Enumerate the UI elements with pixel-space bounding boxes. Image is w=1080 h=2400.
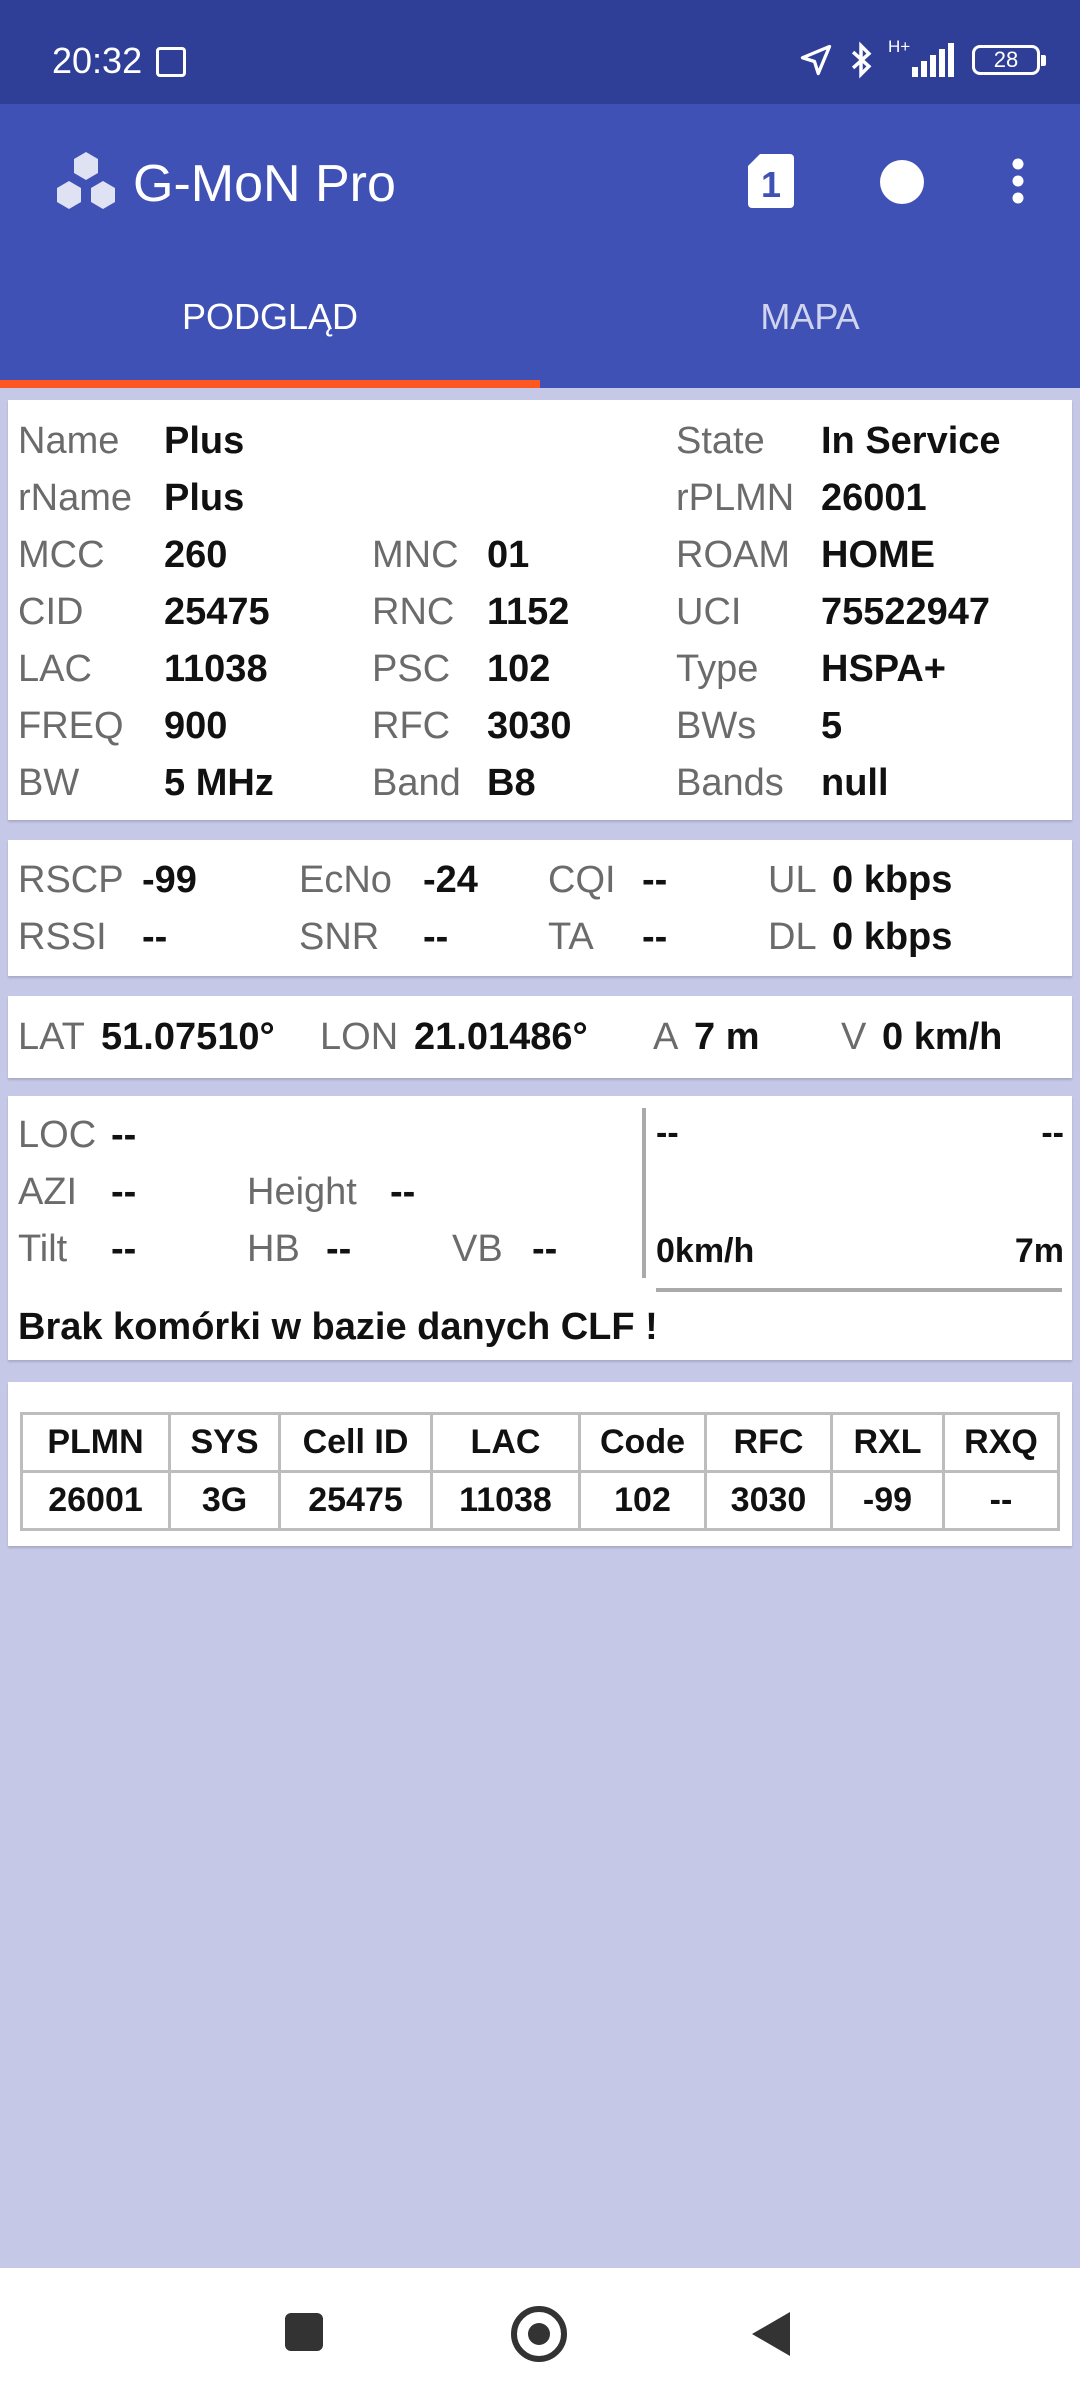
hb-value: -- bbox=[326, 1228, 352, 1270]
accuracy-value: 7m bbox=[1014, 1232, 1064, 1270]
rfc-label: RFC bbox=[372, 705, 451, 747]
location-arrow-icon bbox=[798, 42, 834, 78]
loc-label: LOC bbox=[18, 1114, 97, 1156]
vb-label: VB bbox=[452, 1228, 503, 1270]
rnc-label: RNC bbox=[372, 591, 455, 633]
table-cell: 3G bbox=[170, 1472, 280, 1530]
rfc-value: 3030 bbox=[487, 705, 572, 747]
ecno-value: -24 bbox=[423, 859, 478, 901]
table-row[interactable] bbox=[22, 1472, 1059, 1530]
panel-top-left-value: -- bbox=[656, 1114, 679, 1152]
recents-button[interactable] bbox=[285, 2313, 323, 2351]
cqi-label: CQI bbox=[548, 859, 616, 901]
status-icons bbox=[798, 38, 1040, 82]
name-label: Name bbox=[18, 420, 120, 462]
column-header: PLMN bbox=[22, 1414, 170, 1472]
lat-value: 51.07510° bbox=[101, 1016, 275, 1058]
rscp-label: RSCP bbox=[18, 859, 124, 901]
azi-value: -- bbox=[111, 1171, 137, 1213]
signal-card bbox=[8, 840, 1072, 976]
sim-button[interactable] bbox=[746, 152, 796, 215]
app-bar bbox=[0, 104, 1080, 388]
rssi-value: -- bbox=[142, 916, 168, 958]
column-header: LAC bbox=[432, 1414, 580, 1472]
band-label: Band bbox=[372, 762, 461, 804]
table-cell: 102 bbox=[580, 1472, 706, 1530]
record-dot-icon bbox=[880, 160, 924, 204]
rname-label: rName bbox=[18, 477, 133, 519]
column-header: RXQ bbox=[944, 1414, 1059, 1472]
panel-divider-horizontal bbox=[656, 1288, 1062, 1292]
type-label: Type bbox=[676, 648, 759, 690]
dl-label: DL bbox=[768, 916, 817, 958]
panel-top-right-value: -- bbox=[1041, 1114, 1064, 1152]
roam-value: HOME bbox=[821, 534, 935, 576]
vb-value: -- bbox=[532, 1228, 558, 1270]
uci-label: UCI bbox=[676, 591, 742, 633]
height-label: Height bbox=[247, 1171, 357, 1213]
bands-label: Bands bbox=[676, 762, 784, 804]
record-button[interactable] bbox=[880, 160, 924, 204]
psc-value: 102 bbox=[487, 648, 551, 690]
ta-label: TA bbox=[548, 916, 594, 958]
snr-label: SNR bbox=[299, 916, 380, 958]
neighbors-table bbox=[20, 1412, 1060, 1531]
roam-label: ROAM bbox=[676, 534, 790, 576]
tab-podglad[interactable]: PODGLĄD bbox=[181, 296, 359, 337]
table-cell: 3030 bbox=[706, 1472, 832, 1530]
lac-label: LAC bbox=[18, 648, 92, 690]
neighbors-card bbox=[8, 1382, 1072, 1546]
column-header: Cell ID bbox=[280, 1414, 432, 1472]
home-button[interactable] bbox=[511, 2306, 567, 2362]
signal-icon bbox=[888, 37, 958, 79]
column-header: RFC bbox=[706, 1414, 832, 1472]
ul-label: UL bbox=[768, 859, 817, 901]
location-card bbox=[8, 1096, 1072, 1360]
bands-value: null bbox=[821, 762, 889, 804]
sim-slot-number: 1 bbox=[760, 164, 782, 205]
speed-value: 0km/h bbox=[656, 1232, 755, 1270]
velocity-value: 0 km/h bbox=[882, 1016, 1003, 1058]
cid-label: CID bbox=[18, 591, 84, 633]
snr-value: -- bbox=[423, 916, 449, 958]
freq-value: 900 bbox=[164, 705, 228, 747]
bws-value: 5 bbox=[821, 705, 843, 747]
name-value: Plus bbox=[164, 420, 245, 462]
loc-value: -- bbox=[111, 1114, 137, 1156]
altitude-label: A bbox=[653, 1016, 679, 1058]
tilt-label: Tilt bbox=[18, 1228, 68, 1270]
tab-indicator bbox=[0, 380, 540, 388]
type-value: HSPA+ bbox=[821, 648, 946, 690]
rname-value: Plus bbox=[164, 477, 245, 519]
overflow-menu-button[interactable] bbox=[1010, 158, 1026, 209]
status-bar bbox=[0, 0, 1080, 104]
psc-label: PSC bbox=[372, 648, 451, 690]
app-logo-icon bbox=[52, 150, 120, 218]
altitude-value: 7 m bbox=[694, 1016, 760, 1058]
table-cell: 25475 bbox=[280, 1472, 432, 1530]
height-value: -- bbox=[390, 1171, 416, 1213]
table-header-row bbox=[22, 1414, 1059, 1472]
tab-mapa[interactable]: MAPA bbox=[760, 296, 860, 337]
ecno-label: EcNo bbox=[299, 859, 392, 901]
lat-label: LAT bbox=[18, 1016, 85, 1058]
mnc-value: 01 bbox=[487, 534, 530, 576]
azi-label: AZI bbox=[18, 1171, 78, 1213]
column-header: Code bbox=[580, 1414, 706, 1472]
app-title: G-MoN Pro bbox=[133, 155, 396, 213]
cid-value: 25475 bbox=[164, 591, 270, 633]
rplmn-label: rPLMN bbox=[676, 477, 795, 519]
state-value: In Service bbox=[821, 420, 1001, 462]
table-cell: -99 bbox=[832, 1472, 944, 1530]
sim-card-icon bbox=[746, 152, 796, 210]
table-cell: 11038 bbox=[432, 1472, 580, 1530]
system-nav-bar bbox=[0, 2268, 1080, 2400]
column-header: RXL bbox=[832, 1414, 944, 1472]
rscp-value: -99 bbox=[142, 859, 197, 901]
cqi-value: -- bbox=[642, 859, 668, 901]
lon-value: 21.01486° bbox=[414, 1016, 588, 1058]
panel-divider-vertical bbox=[642, 1108, 646, 1278]
back-button[interactable] bbox=[752, 2312, 790, 2356]
clf-message: Brak komórki w bazie danych CLF ! bbox=[18, 1306, 658, 1348]
uci-value: 75522947 bbox=[821, 591, 991, 633]
cell-info-card bbox=[8, 400, 1072, 820]
ta-value: -- bbox=[642, 916, 668, 958]
table-cell: -- bbox=[944, 1472, 1059, 1530]
hb-label: HB bbox=[247, 1228, 300, 1270]
state-label: State bbox=[676, 420, 765, 462]
bw-label: BW bbox=[18, 762, 80, 804]
mcc-label: MCC bbox=[18, 534, 105, 576]
band-value: B8 bbox=[487, 762, 536, 804]
velocity-label: V bbox=[841, 1016, 867, 1058]
tilt-value: -- bbox=[111, 1228, 137, 1270]
rplmn-value: 26001 bbox=[821, 477, 927, 519]
mnc-label: MNC bbox=[372, 534, 459, 576]
rnc-value: 1152 bbox=[487, 591, 570, 633]
dl-value: 0 kbps bbox=[832, 916, 953, 958]
status-time: 20:32 bbox=[52, 40, 143, 81]
bw-value: 5 MHz bbox=[164, 762, 274, 804]
lac-value: 11038 bbox=[164, 648, 268, 690]
column-header: SYS bbox=[170, 1414, 280, 1472]
bws-label: BWs bbox=[676, 705, 757, 747]
more-vert-icon bbox=[1010, 158, 1026, 204]
freq-label: FREQ bbox=[18, 705, 124, 747]
table-cell: 26001 bbox=[22, 1472, 170, 1530]
bluetooth-icon bbox=[848, 41, 874, 79]
ul-value: 0 kbps bbox=[832, 859, 953, 901]
battery-icon: 28 bbox=[972, 45, 1040, 75]
mcc-value: 260 bbox=[164, 534, 228, 576]
rssi-label: RSSI bbox=[18, 916, 107, 958]
network-type: H+ bbox=[888, 37, 911, 56]
gps-card bbox=[8, 996, 1072, 1078]
lon-label: LON bbox=[320, 1016, 399, 1058]
screen-record-icon bbox=[156, 47, 186, 77]
